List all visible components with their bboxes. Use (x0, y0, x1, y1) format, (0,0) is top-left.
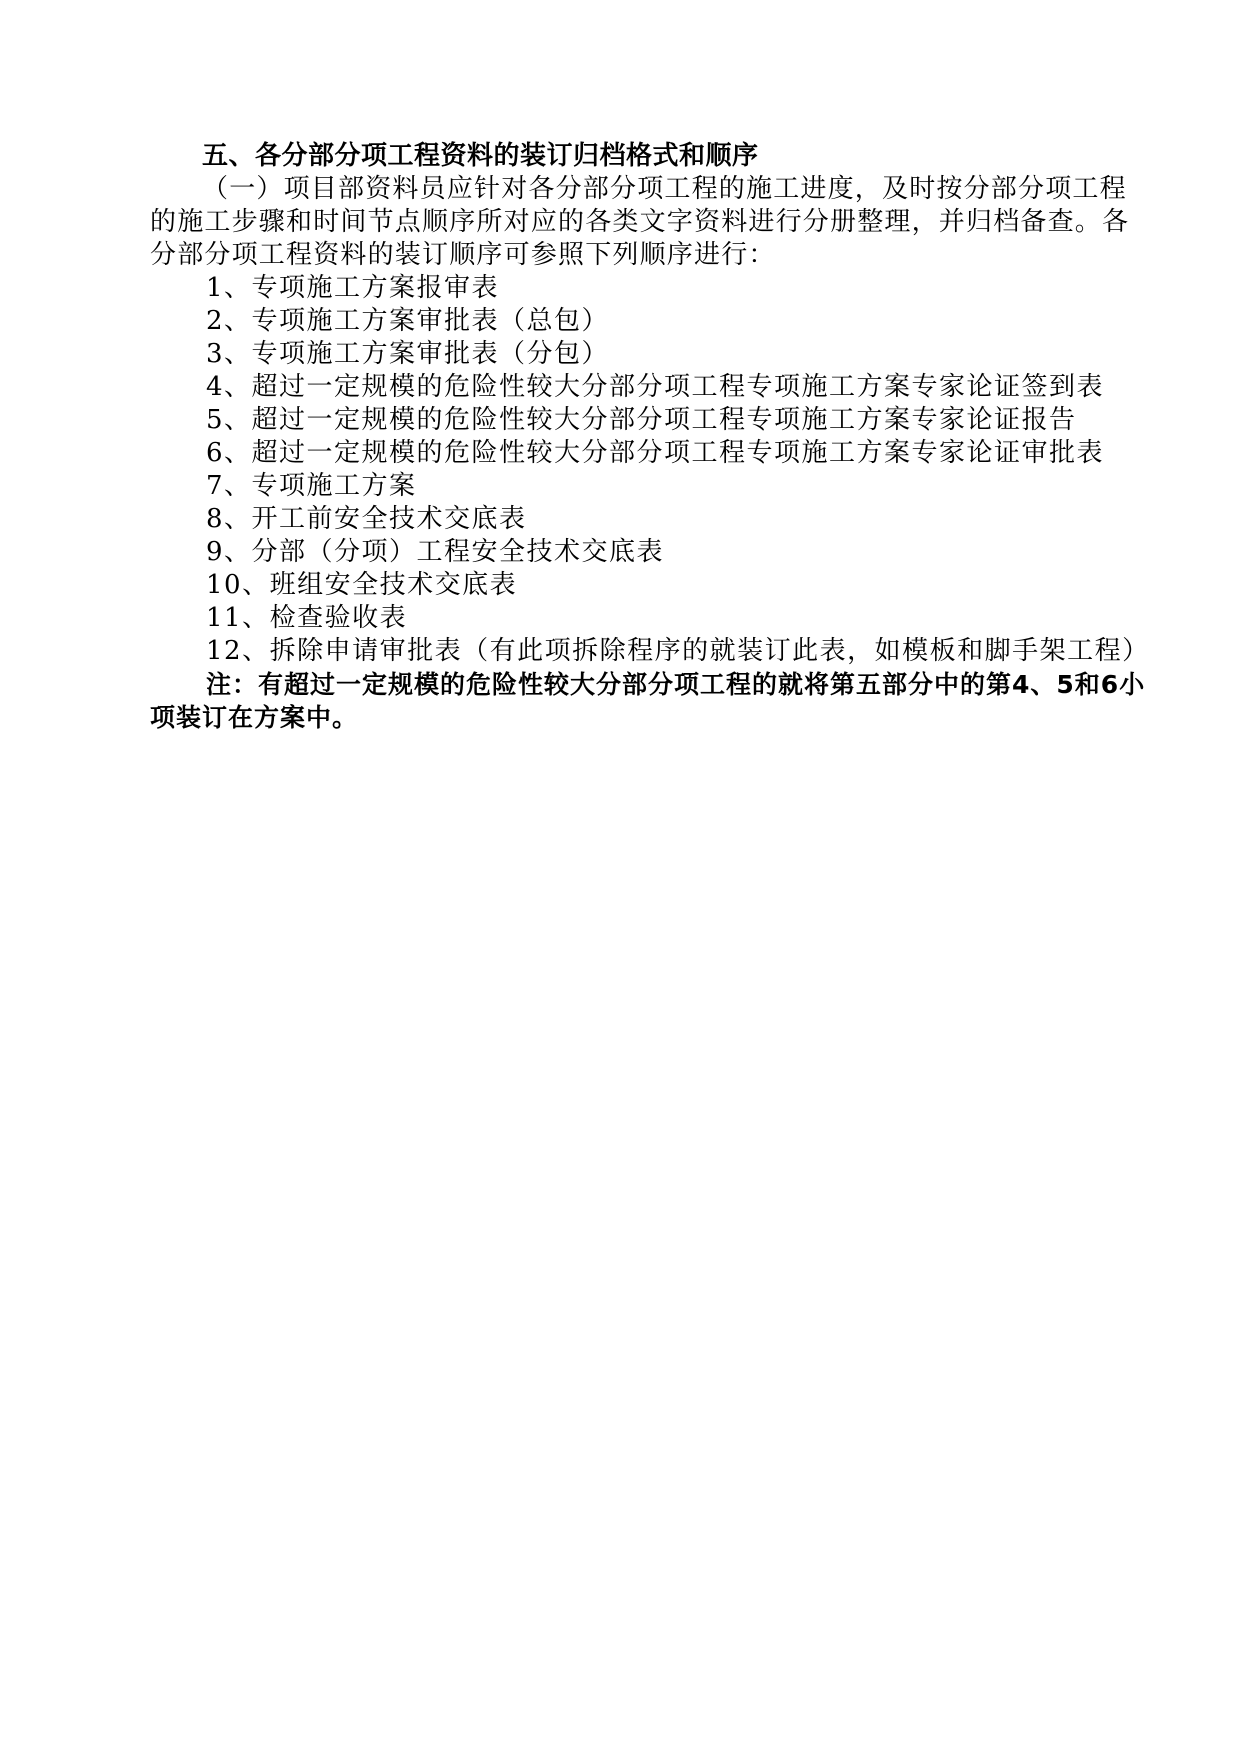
section-heading: 五、各分部分项工程资料的装订归档格式和顺序 (202, 141, 759, 171)
binding-order-list (150, 272, 1150, 668)
list-item: 10、班组安全技术交底表 (206, 570, 518, 600)
list-item: 9、分部（分项）工程安全技术交底表 (206, 537, 665, 567)
document-page (150, 140, 1150, 734)
list-item: 3、专项施工方案审批表（分包） (206, 339, 610, 369)
note-paragraph: 注：有超过一定规模的危险性较大分部分项工程的就将第五部分中的第4、5和6小项装订在方案中。 (150, 670, 1146, 732)
list-item: 5、超过一定规模的危险性较大分部分项工程专项施工方案专家论证报告 (206, 405, 1077, 435)
list-item: 2、专项施工方案审批表（总包） (206, 306, 610, 336)
list-item: 4、超过一定规模的危险性较大分部分项工程专项施工方案专家论证签到表 (206, 372, 1105, 402)
intro-paragraph: （一）项目部资料员应针对各分部分项工程的施工进度，及时按分部分项工程的施工步骤和时间节点顺序所对应的各类文字资料进行分册整理，并归档备查。各分部分项工程资料的装订顺序可参照下列顺序进行： (150, 174, 1130, 270)
list-item: 11、检查验收表 (206, 603, 408, 633)
list-item: 1、专项施工方案报审表 (206, 273, 500, 303)
list-item: 8、开工前安全技术交底表 (206, 504, 527, 534)
list-item: 7、专项施工方案 (206, 471, 417, 501)
list-item: 12、拆除申请审批表（有此项拆除程序的就装订此表，如模板和脚手架工程） (206, 636, 1150, 666)
list-item: 6、超过一定规模的危险性较大分部分项工程专项施工方案专家论证审批表 (206, 438, 1105, 468)
